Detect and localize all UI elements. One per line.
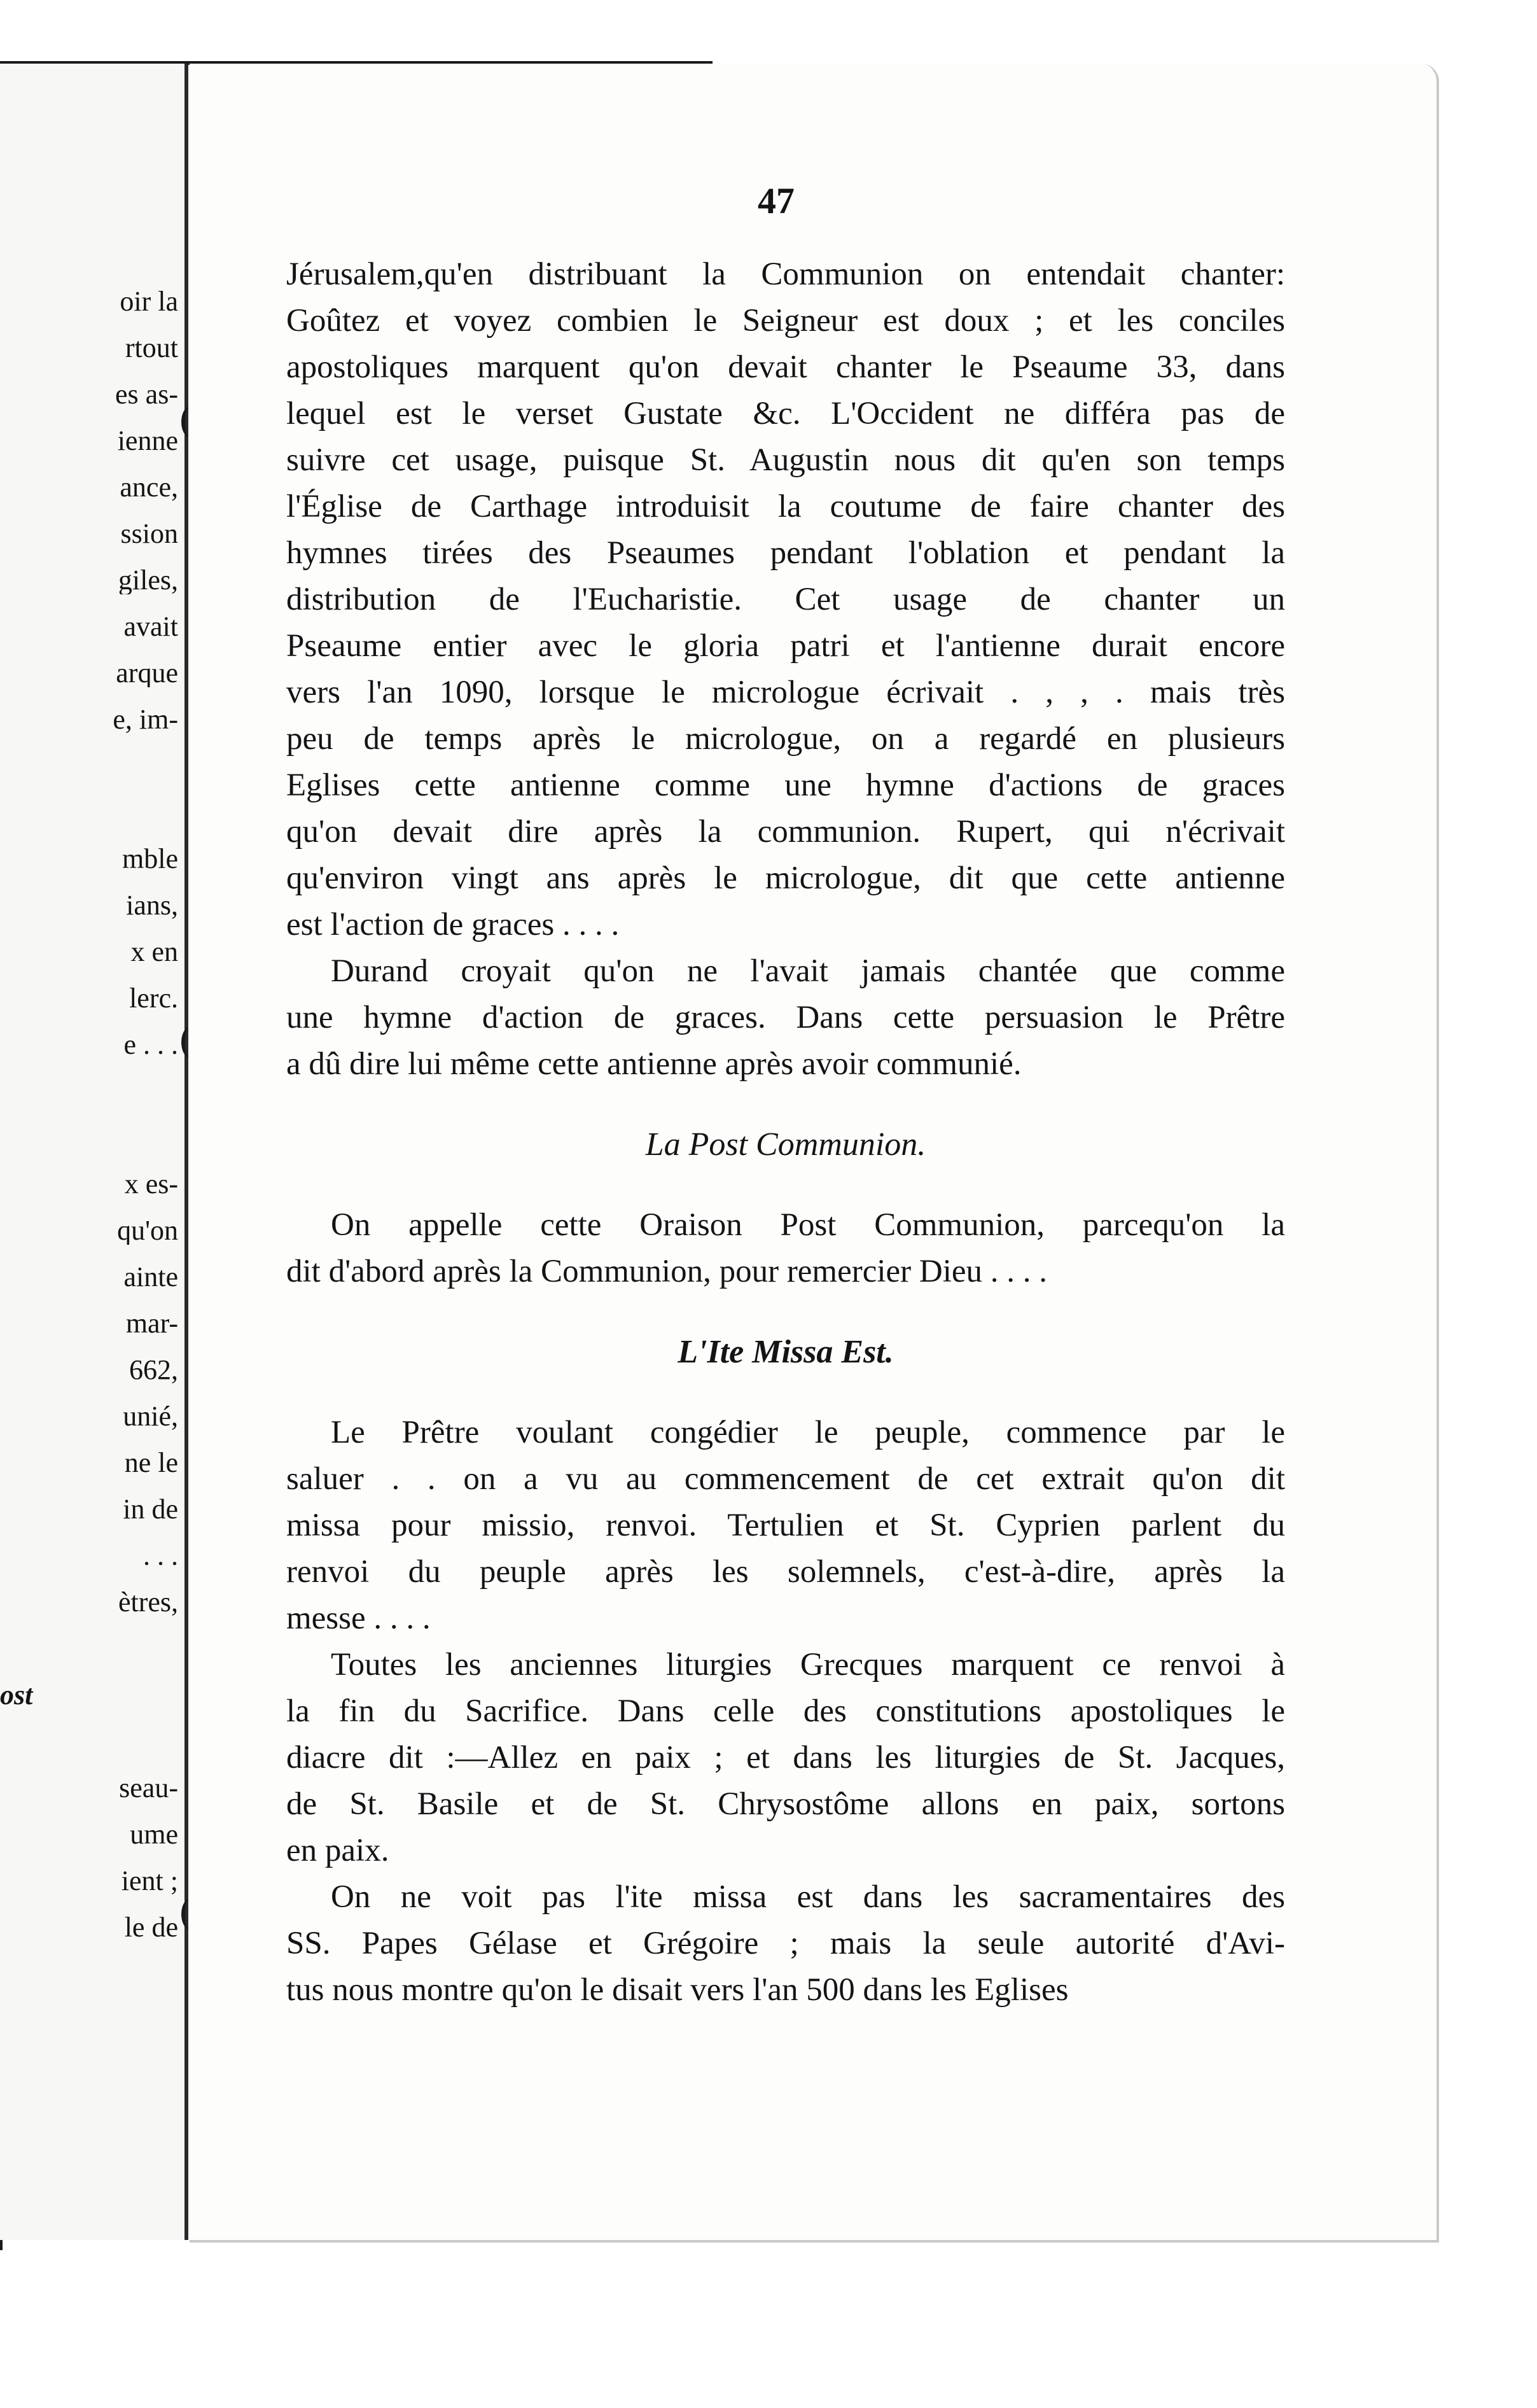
text-line: On ne voit pas l'ite missa est dans les sacramentaires des: [331, 1879, 1285, 1915]
text-line: Toutes les anciennes liturgies Grecques marquent ce renvoi à: [331, 1647, 1285, 1683]
paragraph-1: [286, 251, 1285, 948]
text-line: peu de temps après le micrologue, on a regardé en plusieurs: [286, 721, 1285, 757]
facing-page-line: rtout: [125, 334, 178, 362]
paragraph-5: [286, 1642, 1285, 1874]
text-line: renvoi du peuple après les solemnels, c'est-à-dire, après la: [286, 1554, 1285, 1590]
facing-page-line: oir la: [120, 288, 178, 316]
facing-page-line: ians,: [126, 892, 178, 920]
paragraph-4: [286, 1410, 1285, 1642]
text-line: On appelle cette Oraison Post Communion, parcequ'on la: [331, 1207, 1285, 1243]
facing-page-line: arque: [116, 659, 178, 687]
section-heading-ite-missa-est: L'Ite Missa Est.: [678, 1334, 894, 1370]
text-line: Eglises cette antienne comme une hymne d'actions de graces: [286, 767, 1285, 803]
facing-page-line: unié,: [123, 1403, 178, 1431]
text-line: vers l'an 1090, lorsque le micrologue écrivait . , , . mais très: [286, 675, 1285, 710]
facing-page-line: in de: [123, 1495, 178, 1523]
facing-page-line: . . .: [143, 1542, 178, 1570]
text-line: hymnes tirées des Pseaumes pendant l'oblation et pendant la: [286, 535, 1285, 571]
section-heading-post-communion: La Post Communion.: [645, 1126, 926, 1163]
text-line: en paix.: [286, 1833, 389, 1868]
text-line: Pseaume entier avec le gloria patri et l'antienne durait encore: [286, 628, 1285, 664]
facing-page-line: ance,: [120, 473, 178, 501]
facing-page-line: ssion: [120, 520, 178, 548]
facing-page-line: ient ;: [121, 1867, 178, 1895]
text-line: apostoliques marquent qu'on devait chanter le Pseaume 33, dans: [286, 349, 1285, 385]
facing-page-line: ètres,: [118, 1588, 178, 1616]
facing-page-line: x es-: [124, 1170, 178, 1198]
paragraph-6: [286, 1874, 1285, 2013]
facing-page-line: qu'on: [117, 1217, 178, 1245]
facing-page-line: mar-: [125, 1310, 178, 1338]
facing-page-fragment: [0, 64, 188, 2240]
facing-page-line: ienne: [117, 427, 178, 455]
text-line: a dû dire lui même cette antienne après avoir communié.: [286, 1046, 1022, 1082]
text-line: SS. Papes Gélase et Grégoire ; mais la seule autorité d'Avi-: [286, 1926, 1285, 1961]
text-line: Le Prêtre voulant congédier le peuple, commence par le: [331, 1415, 1285, 1450]
facing-page-line: le de: [124, 1914, 178, 1942]
facing-page-line: lerc.: [129, 984, 178, 1012]
text-line: de St. Basile et de St. Chrysostôme allons en paix, sortons: [286, 1786, 1285, 1822]
text-line: tus nous montre qu'on le disait vers l'an 500 dans les Eglises: [286, 1972, 1069, 2008]
text-line: missa pour missio, renvoi. Tertulien et St. Cyprien parlent du: [286, 1508, 1285, 1543]
facing-page-line: giles,: [118, 566, 178, 594]
text-line: qu'environ vingt ans après le micrologue, dit que cette antienne: [286, 860, 1285, 896]
text-line: Durand croyait qu'on ne l'avait jamais chantée que comme: [331, 953, 1285, 989]
text-line: une hymne d'action de graces. Dans cette persuasion le Prêtre: [286, 1000, 1285, 1035]
facing-page-line: x en: [130, 938, 178, 966]
text-line: Goûtez et voyez combien le Seigneur est doux ; et les conciles: [286, 303, 1285, 339]
facing-page-line: avait: [123, 613, 178, 641]
facing-page-line: ost: [0, 1681, 33, 1709]
facing-page-line: mble: [122, 845, 178, 873]
text-line: diacre dit :—Allez en paix ; et dans les liturgies de St. Jacques,: [286, 1740, 1285, 1775]
text-line: distribution de l'Eucharistie. Cet usage de chanter un: [286, 582, 1285, 617]
facing-page-line: 662,: [129, 1356, 178, 1384]
facing-page-line: seau-: [119, 1774, 178, 1802]
text-line: saluer . . on a vu au commencement de cet extrait qu'on dit: [286, 1461, 1285, 1497]
page-number: 47: [758, 180, 795, 221]
facing-page-line: e . . .: [123, 1031, 178, 1059]
facing-page-line: es as-: [115, 381, 178, 409]
text-line: l'Église de Carthage introduisit la coutume de faire chanter des: [286, 489, 1285, 524]
text-line: messe . . . .: [286, 1600, 431, 1636]
paragraph-2: [286, 948, 1285, 1088]
text-line: est l'action de graces . . . .: [286, 907, 620, 942]
text-line: dit d'abord après la Communion, pour remercier Dieu . . . .: [286, 1254, 1048, 1289]
facing-page-line: ainte: [123, 1263, 178, 1291]
text-line: qu'on devait dire après la communion. Rupert, qui n'écrivait: [286, 814, 1285, 850]
paragraph-3: [286, 1202, 1285, 1295]
text-line: lequel est le verset Gustate &c. L'Occident ne différa pas de: [286, 396, 1285, 431]
facing-page-line: e, im-: [113, 706, 178, 734]
text-line: suivre cet usage, puisque St. Augustin nous dit qu'en son temps: [286, 442, 1285, 478]
facing-page-line: ume: [130, 1821, 178, 1849]
text-line: la fin du Sacrifice. Dans celle des constitutions apostoliques le: [286, 1693, 1285, 1729]
facing-page-line: ne le: [124, 1449, 178, 1477]
text-line: Jérusalem,qu'en distribuant la Communion on entendait chanter:: [286, 256, 1285, 292]
page-body: [286, 251, 1285, 2013]
